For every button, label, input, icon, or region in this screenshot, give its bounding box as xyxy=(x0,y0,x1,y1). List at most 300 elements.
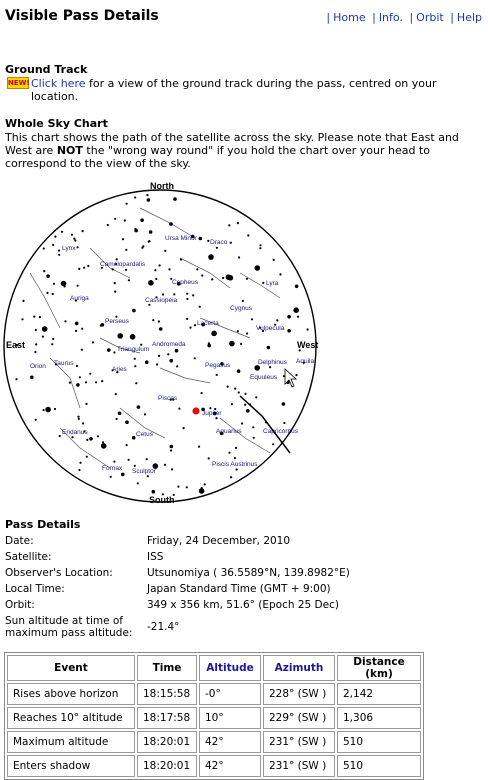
star xyxy=(144,413,146,415)
star xyxy=(287,329,291,333)
event-cell-altitude: 42° xyxy=(199,731,261,753)
star xyxy=(52,293,54,295)
star xyxy=(117,333,123,339)
star xyxy=(148,280,154,286)
star xyxy=(147,475,149,477)
star xyxy=(180,258,182,260)
star xyxy=(199,237,203,241)
star xyxy=(276,319,278,321)
star xyxy=(30,376,34,380)
star xyxy=(194,324,196,326)
star xyxy=(240,343,242,345)
star xyxy=(141,247,143,249)
star xyxy=(61,231,63,233)
star xyxy=(137,405,141,409)
star xyxy=(135,382,137,384)
star xyxy=(238,256,240,258)
south-label: South xyxy=(149,495,175,505)
star xyxy=(164,250,166,252)
star xyxy=(176,365,178,367)
star xyxy=(186,318,188,320)
star xyxy=(255,396,257,398)
star xyxy=(69,382,71,384)
star xyxy=(114,291,116,293)
constellation-label: Cygnus xyxy=(230,305,253,312)
star xyxy=(42,326,48,332)
star xyxy=(79,462,81,464)
constellation-label: Cepheus xyxy=(172,279,199,286)
star xyxy=(132,309,136,313)
star xyxy=(162,293,164,295)
event-cell-event: Enters shadow xyxy=(7,755,135,777)
star xyxy=(273,259,275,261)
star xyxy=(71,234,73,236)
constellation-label: Andromeda xyxy=(152,341,186,348)
star xyxy=(251,318,253,320)
constellation-label: Delphinus xyxy=(258,359,287,366)
constellation-label: Lyra xyxy=(266,280,279,287)
event-row xyxy=(7,683,421,705)
star xyxy=(77,416,79,418)
star xyxy=(170,449,172,451)
star xyxy=(112,268,114,270)
event-cell-time: 18:20:01 xyxy=(137,731,197,753)
event-cell-time: 18:20:01 xyxy=(137,755,197,777)
star xyxy=(238,391,240,393)
star xyxy=(241,422,243,424)
intro-not: NOT xyxy=(56,144,83,157)
event-cell-distance: 510 xyxy=(337,755,421,777)
sky-chart-intro xyxy=(5,131,480,170)
star xyxy=(134,228,136,230)
star xyxy=(170,359,174,363)
star xyxy=(169,222,173,226)
event-cell-distance: 1,306 xyxy=(337,707,421,729)
jupiter-marker-icon xyxy=(192,407,199,414)
event-row xyxy=(7,731,421,753)
star xyxy=(34,351,36,353)
star xyxy=(226,274,232,280)
event-cell-azimuth: 228° (SW ) xyxy=(263,683,335,705)
star xyxy=(164,464,166,466)
star xyxy=(246,409,250,413)
header-azimuth[interactable]: Azimuth xyxy=(263,655,335,681)
star xyxy=(272,443,274,445)
star xyxy=(211,331,217,337)
constellation-label: Cetus xyxy=(136,431,153,438)
constellation-label: Aquila xyxy=(296,358,315,365)
star xyxy=(118,412,122,416)
star xyxy=(134,196,136,198)
star xyxy=(125,420,129,424)
constellation-label: Auriga xyxy=(70,295,89,302)
constellation-line xyxy=(160,368,210,383)
event-cell-time: 18:15:58 xyxy=(137,683,197,705)
constellation-label: Piscis Austrinus xyxy=(212,461,258,468)
star xyxy=(209,407,211,409)
star xyxy=(58,254,60,256)
star xyxy=(230,242,232,244)
constellation-label: Pisces xyxy=(158,395,178,402)
nav-orbit-link[interactable]: Orbit xyxy=(416,11,444,24)
star xyxy=(78,418,80,420)
star xyxy=(35,419,37,421)
constellation-line xyxy=(140,208,195,238)
star xyxy=(134,465,136,467)
constellation-label: Perseus xyxy=(105,318,129,325)
constellation-label: Lacerta xyxy=(197,320,219,327)
constellation-label: Lynx xyxy=(62,245,76,252)
star xyxy=(58,250,60,252)
star xyxy=(156,363,158,365)
nav-help-link[interactable]: Help xyxy=(456,11,482,24)
detail-label: Observer's Location: xyxy=(5,567,113,579)
star xyxy=(216,374,218,376)
star xyxy=(189,327,191,329)
star xyxy=(39,316,41,318)
intro-part-1: This chart shows the path of the satellite across the sky. Please note that East and West are xyxy=(5,131,459,157)
event-row xyxy=(7,755,421,777)
detail-label: Date: xyxy=(5,535,34,547)
star xyxy=(254,265,260,271)
constellation-label: Vulpecula xyxy=(256,325,285,332)
star xyxy=(259,244,261,246)
star xyxy=(211,278,213,280)
event-row xyxy=(7,707,421,729)
star xyxy=(228,452,230,454)
constellation-label: Equuleus xyxy=(250,374,278,381)
star xyxy=(52,338,54,340)
header-time: Time xyxy=(137,655,197,681)
new-badge-icon: NEW! xyxy=(8,79,30,87)
star xyxy=(114,218,116,220)
star xyxy=(147,198,151,202)
star xyxy=(279,273,281,275)
star xyxy=(92,341,94,343)
star xyxy=(295,285,299,289)
star xyxy=(75,330,77,332)
star xyxy=(175,349,179,353)
star xyxy=(45,407,51,413)
star xyxy=(107,348,111,352)
star xyxy=(297,316,299,318)
event-cell-altitude: 42° xyxy=(199,755,261,777)
star xyxy=(171,468,173,470)
star xyxy=(178,408,180,410)
star xyxy=(227,386,229,388)
star xyxy=(83,267,85,269)
event-cell-time: 18:17:58 xyxy=(137,707,197,729)
star xyxy=(81,349,83,351)
star xyxy=(54,236,56,238)
detail-label: Orbit: xyxy=(5,599,35,611)
star xyxy=(307,328,309,330)
event-cell-event: Maximum altitude xyxy=(7,731,135,753)
star xyxy=(295,374,297,376)
whole-sky-chart[interactable] xyxy=(0,178,488,513)
star xyxy=(130,334,136,340)
star xyxy=(269,366,271,368)
star xyxy=(186,293,188,295)
star xyxy=(158,320,160,322)
star xyxy=(229,341,235,347)
star xyxy=(86,439,88,441)
star xyxy=(208,342,210,344)
ground-track-desc: for a view of the ground track during the pass, centred on your location. xyxy=(31,77,437,103)
star xyxy=(237,330,239,332)
star xyxy=(134,358,136,360)
star xyxy=(43,409,45,411)
star xyxy=(110,476,112,478)
star xyxy=(76,383,80,387)
event-cell-azimuth: 231° (SW ) xyxy=(263,731,335,753)
star xyxy=(77,246,79,248)
star xyxy=(194,357,196,359)
star xyxy=(167,353,169,355)
constellation-label: Aquarius xyxy=(216,428,242,435)
star xyxy=(116,418,118,420)
intro-part-2: the "wrong way round" if you hold the chart over your head to correspond to the view of the sky. xyxy=(5,144,430,170)
star xyxy=(152,319,154,321)
star xyxy=(192,294,194,296)
star xyxy=(86,456,88,458)
star xyxy=(101,380,103,382)
star xyxy=(196,268,198,270)
star xyxy=(155,278,157,280)
star xyxy=(152,490,156,494)
sun-label-line-2: maximum pass altitude: xyxy=(5,627,133,639)
east-label: East xyxy=(6,340,26,350)
star xyxy=(216,247,218,249)
constellation-label: Capricornus xyxy=(263,428,299,435)
star xyxy=(222,277,224,279)
star xyxy=(82,230,84,232)
star xyxy=(15,378,17,380)
star xyxy=(170,445,174,449)
star xyxy=(122,238,124,240)
star xyxy=(234,457,236,459)
star xyxy=(231,403,233,405)
star xyxy=(128,459,130,461)
star xyxy=(244,393,246,395)
sun-altitude-label xyxy=(5,615,145,639)
star xyxy=(53,283,55,285)
star xyxy=(35,343,37,345)
constellation-label: Ursa Minor xyxy=(165,235,197,242)
star xyxy=(42,336,44,338)
star xyxy=(252,426,254,428)
constellation-label: Jupiter xyxy=(202,410,222,417)
star xyxy=(198,446,200,448)
star xyxy=(149,230,153,234)
star xyxy=(186,486,188,488)
constellation-label: Triangulum xyxy=(117,346,150,353)
detail-value: Friday, 24 December, 2010 xyxy=(147,535,291,547)
constellation-line xyxy=(220,418,270,453)
star xyxy=(183,427,185,429)
detail-label: Satellite: xyxy=(5,551,52,563)
star xyxy=(237,369,241,373)
event-cell-altitude: -0° xyxy=(199,683,261,705)
star xyxy=(51,343,53,345)
ground-track-heading: Ground Track xyxy=(5,63,88,76)
star xyxy=(287,315,291,319)
star xyxy=(74,239,76,241)
star xyxy=(132,436,136,440)
top-nav: | Home | Info. | Orbit | Help xyxy=(326,11,482,24)
header-altitude[interactable]: Altitude xyxy=(199,655,261,681)
constellation-label: Aries xyxy=(112,366,127,373)
star xyxy=(159,327,163,331)
star xyxy=(115,393,117,395)
north-label: North xyxy=(150,181,174,191)
star xyxy=(73,238,75,240)
star xyxy=(126,444,128,446)
sky-chart-heading: Whole Sky Chart xyxy=(5,117,108,130)
star xyxy=(146,458,148,460)
star xyxy=(246,332,248,334)
star xyxy=(140,218,144,222)
events-table xyxy=(4,652,424,780)
star xyxy=(244,404,246,406)
star xyxy=(146,194,148,196)
star xyxy=(82,422,84,424)
star xyxy=(76,365,78,367)
star xyxy=(128,279,130,281)
star xyxy=(173,197,177,201)
detail-value: Japan Standard Time (GMT + 9:00) xyxy=(147,583,331,595)
constellation-label: Taurus xyxy=(54,360,74,367)
star xyxy=(293,307,299,313)
star xyxy=(204,483,206,485)
star xyxy=(282,402,286,406)
star xyxy=(43,270,45,272)
star xyxy=(199,306,201,308)
star xyxy=(242,300,244,302)
star xyxy=(215,417,217,419)
star xyxy=(85,381,87,383)
star xyxy=(81,328,83,330)
star xyxy=(77,285,79,287)
star xyxy=(253,437,255,439)
star xyxy=(235,447,237,449)
star xyxy=(158,355,160,357)
sun-altitude-value: -21.4° xyxy=(147,621,180,633)
star xyxy=(114,282,116,284)
constellation-label: Draco xyxy=(210,239,228,246)
nav-info-link[interactable]: Info. xyxy=(378,11,403,24)
star xyxy=(43,247,45,249)
header-event: Event xyxy=(7,655,135,681)
star xyxy=(230,476,232,478)
event-cell-distance: 2,142 xyxy=(337,683,421,705)
pass-details-heading: Pass Details xyxy=(5,518,81,531)
star xyxy=(246,278,248,280)
star xyxy=(125,269,127,271)
star xyxy=(267,346,271,350)
star xyxy=(75,322,79,326)
west-label: West xyxy=(297,340,319,350)
star xyxy=(79,376,81,378)
detail-value: Utsunomiya ( 36.5589°N, 139.8982°E) xyxy=(147,567,350,579)
star xyxy=(124,219,126,221)
star xyxy=(125,249,127,251)
star xyxy=(283,422,285,424)
star xyxy=(59,435,61,437)
star xyxy=(159,264,161,266)
star xyxy=(46,292,48,294)
star xyxy=(97,435,99,437)
star xyxy=(21,318,23,320)
star xyxy=(247,234,249,236)
star xyxy=(137,482,139,484)
constellation-label: Cassiopeia xyxy=(145,297,178,304)
star xyxy=(22,300,24,302)
constellation-line xyxy=(30,273,60,328)
star xyxy=(87,265,89,267)
constellation-label: Sculptor xyxy=(132,468,156,475)
detail-label: Local Time: xyxy=(5,583,65,595)
star xyxy=(177,486,179,488)
star xyxy=(78,268,80,270)
star xyxy=(89,373,91,375)
mouse-cursor-icon xyxy=(285,369,296,387)
star xyxy=(259,247,261,249)
event-cell-event: Rises above horizon xyxy=(7,683,135,705)
constellation-label: Eridanus xyxy=(62,429,88,436)
star xyxy=(102,441,104,443)
ground-track-text xyxy=(31,77,481,103)
star xyxy=(35,329,37,331)
nav-home-link[interactable]: Home xyxy=(333,11,366,24)
star xyxy=(78,469,80,471)
ground-track-link[interactable]: Click here xyxy=(31,77,86,90)
star xyxy=(237,222,239,224)
star xyxy=(173,293,175,295)
star xyxy=(186,298,188,300)
star xyxy=(54,408,56,410)
star xyxy=(71,436,73,438)
star xyxy=(148,240,150,242)
star xyxy=(61,281,67,287)
event-cell-azimuth: 231° (SW ) xyxy=(263,755,335,777)
star xyxy=(46,274,50,278)
star xyxy=(208,457,210,459)
star xyxy=(201,274,203,276)
event-cell-event: Reaches 10° altitude xyxy=(7,707,135,729)
star xyxy=(85,403,87,405)
star xyxy=(168,268,170,270)
sun-label-line-1: Sun altitude at time of xyxy=(5,615,124,627)
star xyxy=(113,461,115,463)
star xyxy=(107,224,109,226)
star xyxy=(101,443,107,449)
detail-value: 349 x 356 km, 51.6° (Epoch 25 Dec) xyxy=(147,599,339,611)
star xyxy=(126,203,128,205)
star xyxy=(101,323,105,327)
star xyxy=(113,351,115,353)
constellation-label: Fornax xyxy=(102,465,123,472)
page-title: Visible Pass Details xyxy=(5,8,159,24)
star xyxy=(234,388,236,390)
star xyxy=(145,360,149,364)
star xyxy=(33,316,35,318)
star xyxy=(201,487,203,489)
constellation-label: Camelopardalis xyxy=(100,261,146,268)
star xyxy=(52,244,54,246)
star xyxy=(148,304,150,306)
constellation-label: Orion xyxy=(30,363,46,370)
